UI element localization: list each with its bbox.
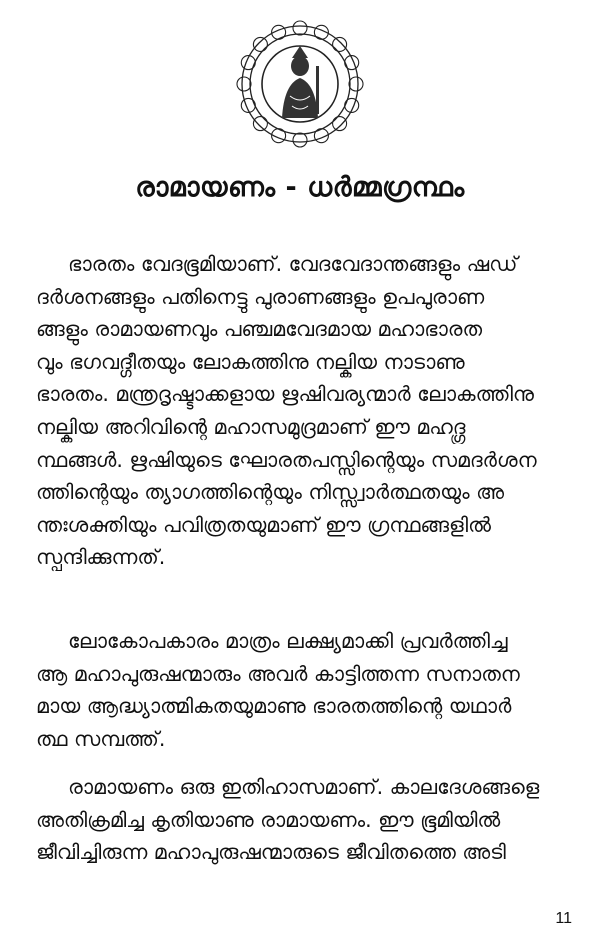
text-line: ഭാരതം. മന്ത്രദൃഷ്ടാക്കളായ ഋഷിവര്യന്മാർ ലോകത്തിനു bbox=[36, 382, 534, 407]
emblem-petal bbox=[333, 117, 347, 131]
paragraph-1 bbox=[36, 248, 568, 574]
text-line: ആ മഹാപുരുഷന്മാരും അവർ കാട്ടിത്തന്ന സനാതന bbox=[36, 661, 520, 686]
text-line: ഭാരതം വേദഭൂമിയാണ്. വേദവേദാന്തങ്ങളും ഷഡ് bbox=[68, 252, 518, 276]
page-number: 11 bbox=[555, 910, 572, 927]
paragraph-3 bbox=[36, 771, 568, 869]
text-line: ങ്ങളും രാമായണവും പഞ്ചമവേദമായ മഹാഭാരത bbox=[36, 317, 483, 342]
page-title: രാമായണം - ധർമ്മഗ്രന്ഥം bbox=[135, 172, 465, 203]
text-line: അതിക്രമിച്ച കൃതിയാണു രാമായണം. ഈ ഭൂമിയിൽ bbox=[36, 807, 501, 832]
text-line: രാമായണം ഒരു ഇതിഹാസമാണ്. കാലദേശങ്ങളെ bbox=[68, 775, 540, 799]
emblem-petal bbox=[237, 77, 251, 91]
emblem-petal bbox=[349, 77, 363, 91]
emblem-petal bbox=[293, 133, 307, 147]
text-line: ലോകോപകാരം മാത്രം ലക്ഷ്യമാക്കി പ്രവർത്തിച്ച bbox=[68, 629, 508, 653]
emblem-petal bbox=[333, 37, 347, 51]
text-line: ത്ഥ സമ്പത്ത്. bbox=[36, 726, 166, 751]
text-line: നല്കിയ അറിവിന്റെ മഹാസമുദ്രമാണ് ഈ മഹദ്ഗ്ര bbox=[36, 414, 466, 439]
text-line: ത്തിന്റെയും ത്യാഗത്തിന്റെയും നിസ്സ്വാർത്ഥതയും അ bbox=[36, 480, 505, 505]
text-line: മായ ആദ്ധ്യാത്മികതയുമാണു ഭാരതത്തിന്റെ യഥാർ bbox=[36, 694, 512, 719]
text-line: ദർശനങ്ങളും പതിനെട്ടു പുരാണങ്ങളും ഉപപുരാണ bbox=[36, 284, 485, 309]
emblem-petal bbox=[253, 117, 267, 131]
text-line: സ്പന്ദിക്കുന്നത്. bbox=[36, 545, 166, 570]
emblem-petal bbox=[253, 37, 267, 51]
paragraph-2 bbox=[36, 625, 568, 755]
mandala-emblem-icon bbox=[232, 8, 368, 160]
emblem-petal bbox=[293, 21, 307, 35]
text-line: ന്ഥങ്ങൾ. ഋഷിയുടെ ഘോരതപസ്സിന്റെയും സമദർശന bbox=[36, 447, 537, 472]
text-line: വും ഭഗവദ്ഗീതയും ലോകത്തിനു നല്കിയ നാടാണു bbox=[36, 349, 465, 374]
text-line: ജീവിച്ചിരുന്ന മഹാപുരുഷന്മാരുടെ ജീവിതത്തെ അടി bbox=[36, 840, 506, 865]
text-line: ന്തഃശക്തിയും പവിത്രതയുമാണ് ഈ ഗ്രന്ഥങ്ങളിൽ bbox=[36, 512, 491, 537]
